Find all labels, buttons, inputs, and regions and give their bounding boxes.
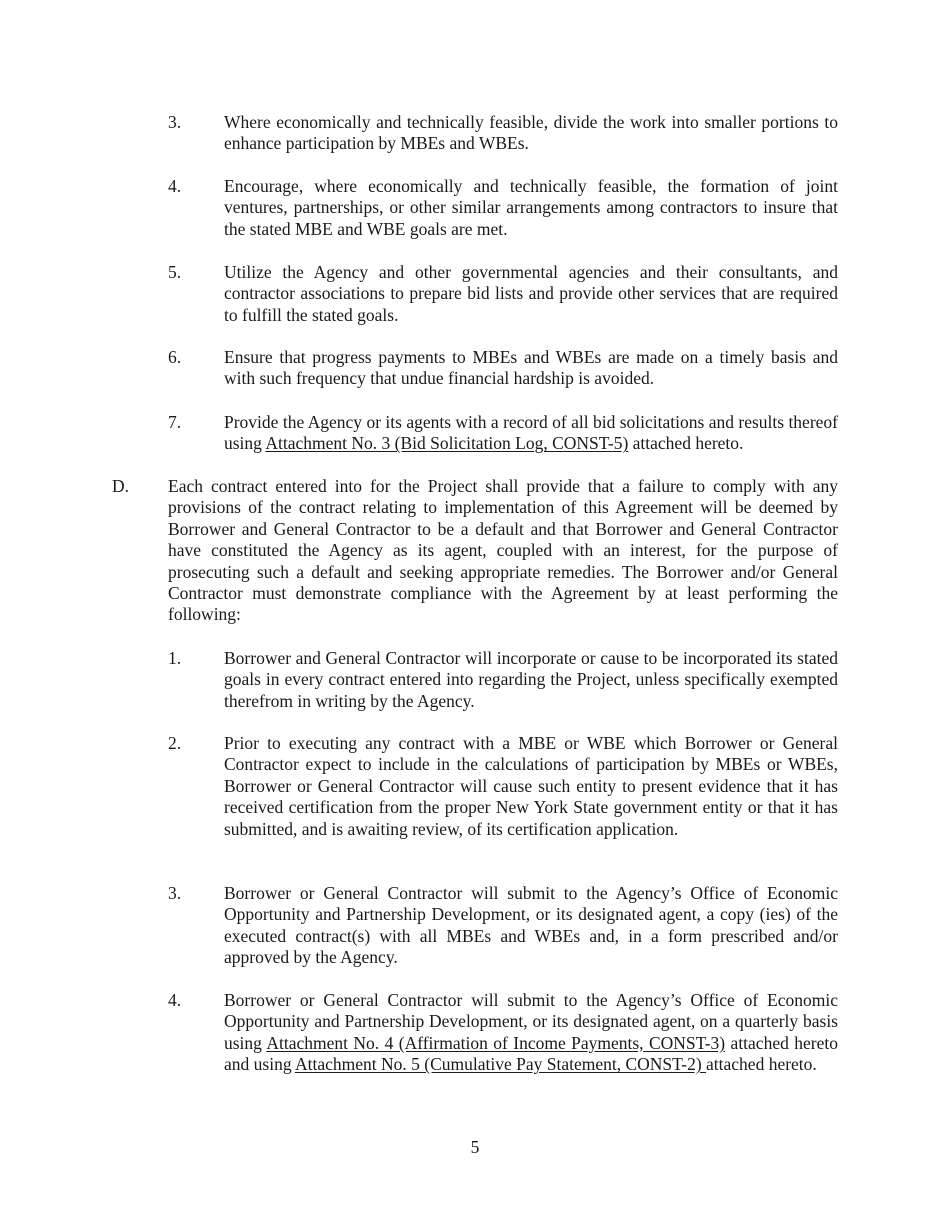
text-segment: attached hereto. [628, 433, 744, 454]
list-item-text: Ensure that progress payments to MBEs and WBEs are made on a timely basis and with such frequency that undue financial hardship is avoided. [224, 347, 838, 389]
text-segment: Borrower or General Contractor will submit to the Agency’s Office of Economic Opportunity and Partnership Development, or its designated agent, on a quarterly basis using [224, 990, 838, 1053]
section-d-text: Each contract entered into for the Project shall provide that a failure to comply with any provisions of the contract relating to implementation of this Agreement will be deemed by Borrower and General Contractor to be a default and that Borrower and General Contractor have constituted the Agency as its agent, coupled with an interest, for the purpose of prosecuting such a default and seeking appropriate remedies. The Borrower and/or General Contractor must demonstrate compliance with the Agreement by at least performing the following: [168, 476, 838, 625]
list-item-text: Borrower or General Contractor will submit to the Agency’s Office of Economic Opportunity and Partnership Development, or its designated agent, a copy (ies) of the executed contract(s) with all MBEs and WBEs and, in a form prescribed and/or approved by the Agency. [224, 883, 838, 968]
list-item-text: Prior to executing any contract with a MBE or WBE which Borrower or General Contractor expect to include in the calculations of participation by MBEs or WBEs, Borrower or General Contractor will cause such entity to present evidence that it has received certification from the proper New York State government entity or that it has submitted, and is awaiting review, of its certification application. [224, 733, 838, 839]
list-number: 2. [168, 733, 182, 753]
list-item-text [224, 412, 838, 455]
page-number: 5 [470, 1137, 480, 1157]
list-item-text: Encourage, where economically and technically feasible, the formation of joint ventures, partnerships, or other similar arrangements among contractors to insure that the stated MBE and WBE goals are met. [224, 176, 838, 239]
list-number: 4. [168, 176, 182, 196]
attachment-3-link[interactable]: Attachment No. 3 (Bid Solicitation Log, CONST-5) [265, 433, 629, 454]
attachment-4-link[interactable]: Attachment No. 4 (Affirmation of Income Payments, CONST-3) [266, 1032, 726, 1053]
list-number: 4. [168, 990, 182, 1010]
list-item-text [224, 990, 838, 1076]
list-number: 3. [168, 883, 182, 903]
list-number: 1. [168, 648, 182, 668]
list-item-text: Borrower and General Contractor will incorporate or cause to be incorporated its stated goals in every contract entered into regarding the Project, unless specifically exempted therefrom in writing by the Agency. [224, 648, 838, 711]
list-number: 6. [168, 347, 182, 367]
list-item-text: Utilize the Agency and other governmental agencies and their consultants, and contractor associations to prepare bid lists and provide other services that are required to fulfill the stated goals. [224, 262, 838, 325]
text-segment: attached hereto. [706, 1054, 817, 1075]
section-letter: D. [112, 476, 130, 496]
text-segment: attached hereto and using [224, 1032, 838, 1075]
list-number: 7. [168, 412, 182, 432]
list-item-text: Where economically and technically feasible, divide the work into smaller portions to enhance participation by MBEs and WBEs. [224, 112, 838, 154]
list-number: 3. [168, 112, 182, 132]
text-segment: Provide the Agency or its agents with a record of all bid solicitations and results thereof using [224, 412, 838, 454]
attachment-5-link[interactable]: Attachment No. 5 (Cumulative Pay Statement, CONST-2) [294, 1054, 707, 1075]
list-number: 5. [168, 262, 182, 282]
